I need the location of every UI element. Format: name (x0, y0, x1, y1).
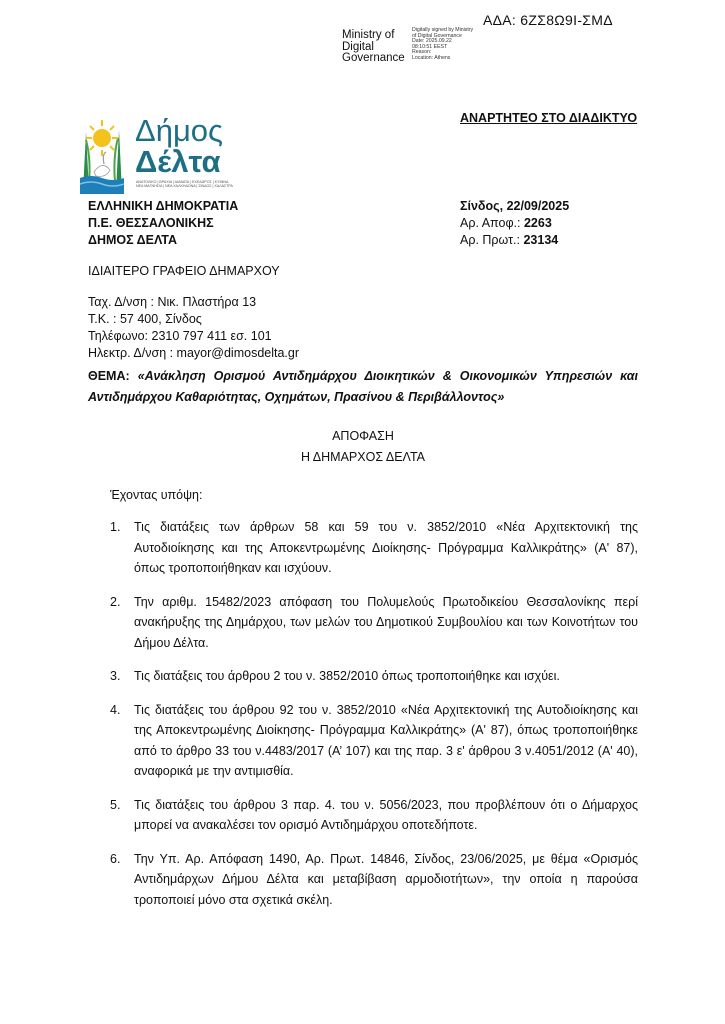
signature-org-line: Ministry of (342, 29, 395, 41)
issuer-line: ΕΛΛΗΝΙΚΗ ΔΗΜΟΚΡΑΤΙΑ (88, 199, 239, 213)
list-item (110, 849, 638, 911)
logo-caption (136, 180, 246, 189)
issuer-header (88, 198, 238, 249)
ada-code: ΑΔΑ: 6ΖΣ8Ω9Ι-ΣΜΔ (483, 12, 613, 28)
list-item-text: Τις διατάξεις των άρθρων 58 και 59 του ν. 3852/2010 «Νέα Αρχιτεκτονική της Αυτοδιοίκησης και της Αποκεντρωμένης Διοίκησης- Πρόγραμμα Καλλικράτης» (Α' 87), όπως τροποποιήθηκαν και ισχύουν. (134, 520, 638, 575)
list-item (110, 700, 638, 782)
protocol-number: 23134 (523, 233, 559, 247)
decision-reference (460, 198, 569, 249)
list-item-text: Την Υπ. Αρ. Απόφαση 1490, Αρ. Πρωτ. 14846, Σίνδος, 23/06/2025, με θέμα «Ορισμός Αντιδημάρχων Δήμου Δέλτα και μεταβίβαση αρμοδιοτήτων», την οποία η παρούσα τροποποιεί μόνο στα σχετικά σκέλη. (134, 851, 638, 907)
signature-org-line: Digital (342, 40, 374, 53)
subject (88, 366, 638, 408)
list-item (110, 666, 638, 687)
subject-label: ΘΕΜΑ: (88, 369, 138, 383)
issuer-line: Π.Ε. ΘΕΣΣΑΛΟΝΙΚΗΣ (88, 216, 214, 230)
protocol-number-row (460, 232, 569, 249)
signature-details (412, 28, 473, 62)
address-line: Ταχ. Δ/νση : Νικ. Πλαστήρα 13 (88, 295, 257, 309)
logo-text-delta: Δέλτα (135, 144, 221, 179)
subject-text: «Ανάκληση Ορισμού Αντιδημάρχου Διοικητικών & Οικονομικών Υπηρεσιών και Αντιδημάρχου Καθαριότητας, Οχημάτων, Πρασίνου & Περιβάλλοντος» (88, 369, 639, 404)
decision-number-label: Αρ. Αποφ.: (460, 216, 524, 230)
decision-number: 2263 (523, 216, 552, 230)
signature-detail-line: Date: 2025.09.22 (412, 38, 452, 45)
logo-caption-line: ΑΝΑΤΟΛΙΚΟ | ΒΡΑΧΙΑ | ΔΙΑΒΑΤΑ | ΕΧΕΔΩΡΟΣ | ΚΥΜΙΝΑ (136, 180, 229, 184)
list-item-number: 5. (110, 797, 121, 812)
decision-issuer: Η ΔΗΜΑΡΧΟΣ ΔΕΛΤΑ (301, 450, 425, 464)
list-item (110, 592, 638, 654)
logo-emblem-icon (80, 112, 124, 194)
protocol-number-label: Αρ. Πρωτ.: (460, 233, 524, 247)
office-name: ΙΔΙΑΙΤΕΡΟ ΓΡΑΦΕΙΟ ΔΗΜΑΡΧΟΥ (88, 264, 280, 278)
municipality-logo (80, 112, 250, 194)
logo-text-dimos: Δήμος (135, 113, 223, 148)
phone-line: Τηλέφωνο: 2310 797 411 εσ. 101 (88, 329, 272, 343)
signature-detail-line: Reason: (412, 49, 432, 56)
logo-caption-line: ΝΕΑ ΜΑΓΝΗΣΙΑ | ΝΕΑ ΧΑΛΚΗΔΟΝΑ | ΣΙΝΔΟΣ | ΧΑΛΑΣΤΡΑ (136, 184, 233, 189)
list-item-number: 3. (110, 669, 121, 683)
issuer-line: ΔΗΜΟΣ ΔΕΛΤΑ (88, 233, 178, 247)
list-item-text: Τις διατάξεις του άρθρου 2 του ν. 3852/2010 όπως τροποποιήθηκε και ισχύει. (134, 669, 560, 683)
list-item-text: Τις διατάξεις του άρθρου 3 παρ. 4. του ν. 5056/2023, που προβλέπουν ότι ο Δήμαρχος μπορεί να ανακαλέσει τον ορισμό Αντιδημάρχου οποτεδήποτε. (134, 797, 638, 832)
list-item (110, 795, 638, 836)
email-line: Ηλεκτρ. Δ/νση : mayor@dimosdelta.gr (88, 346, 300, 360)
signature-detail-line: of Digital Governance (412, 32, 462, 39)
list-item-number: 1. (110, 520, 121, 534)
address-line: Τ.Κ. : 57 400, Σίνδος (88, 312, 202, 326)
decision-number-row (460, 215, 569, 232)
list-item-number: 2. (110, 594, 121, 609)
list-item-text: Τις διατάξεις του άρθρου 92 του ν. 3852/2010 «Νέα Αρχιτεκτονική της Αυτοδιοίκησης και της Αποκεντρωμένης Διοίκησης- Πρόγραμμα Καλλικράτης» (Α' 87), όπως τροποποιήθηκε από το άρθρο 33 του ν.4483/2017 (Α’ 107) και της παρ. 3 ε' άρθρου 3 ν.4051/2012 (Α' 40), αναφορικά με την αντιμισθία. (134, 702, 638, 778)
decision-title: ΑΠΟΦΑΣΗ (332, 429, 394, 443)
considerations-list (110, 517, 638, 910)
signature-org-line: Governance (342, 52, 405, 64)
decision-heading (88, 426, 638, 468)
signature-detail-line: Location: Athens (412, 54, 451, 61)
signature-organization (342, 30, 405, 65)
signature-detail-line: Digitally signed by Ministry (412, 27, 474, 33)
list-item (110, 517, 638, 579)
list-item-number: 4. (110, 702, 121, 717)
list-item-number: 6. (110, 851, 121, 866)
signature-detail-line: 08:10:51 EEST (412, 43, 448, 50)
considering-intro: Έχοντας υπόψη: (110, 488, 203, 502)
publish-online-notice: ΑΝΑΡΤΗΤΕΟ ΣΤΟ ΔΙΑΔΙΚΤΥΟ (460, 111, 638, 125)
list-item-text: Την αριθμ. 15482/2023 απόφαση του Πολυμελούς Πρωτοδικείου Θεσσαλονίκης περί ανακήρυξης της Δημάρχου, των μελών του Δημοτικού Συμβουλίου και των Κοινοτήτων του Δήμου Δέλτα. (134, 594, 638, 650)
contact-address (88, 294, 299, 362)
place-date: Σίνδος, 22/09/2025 (460, 199, 570, 213)
